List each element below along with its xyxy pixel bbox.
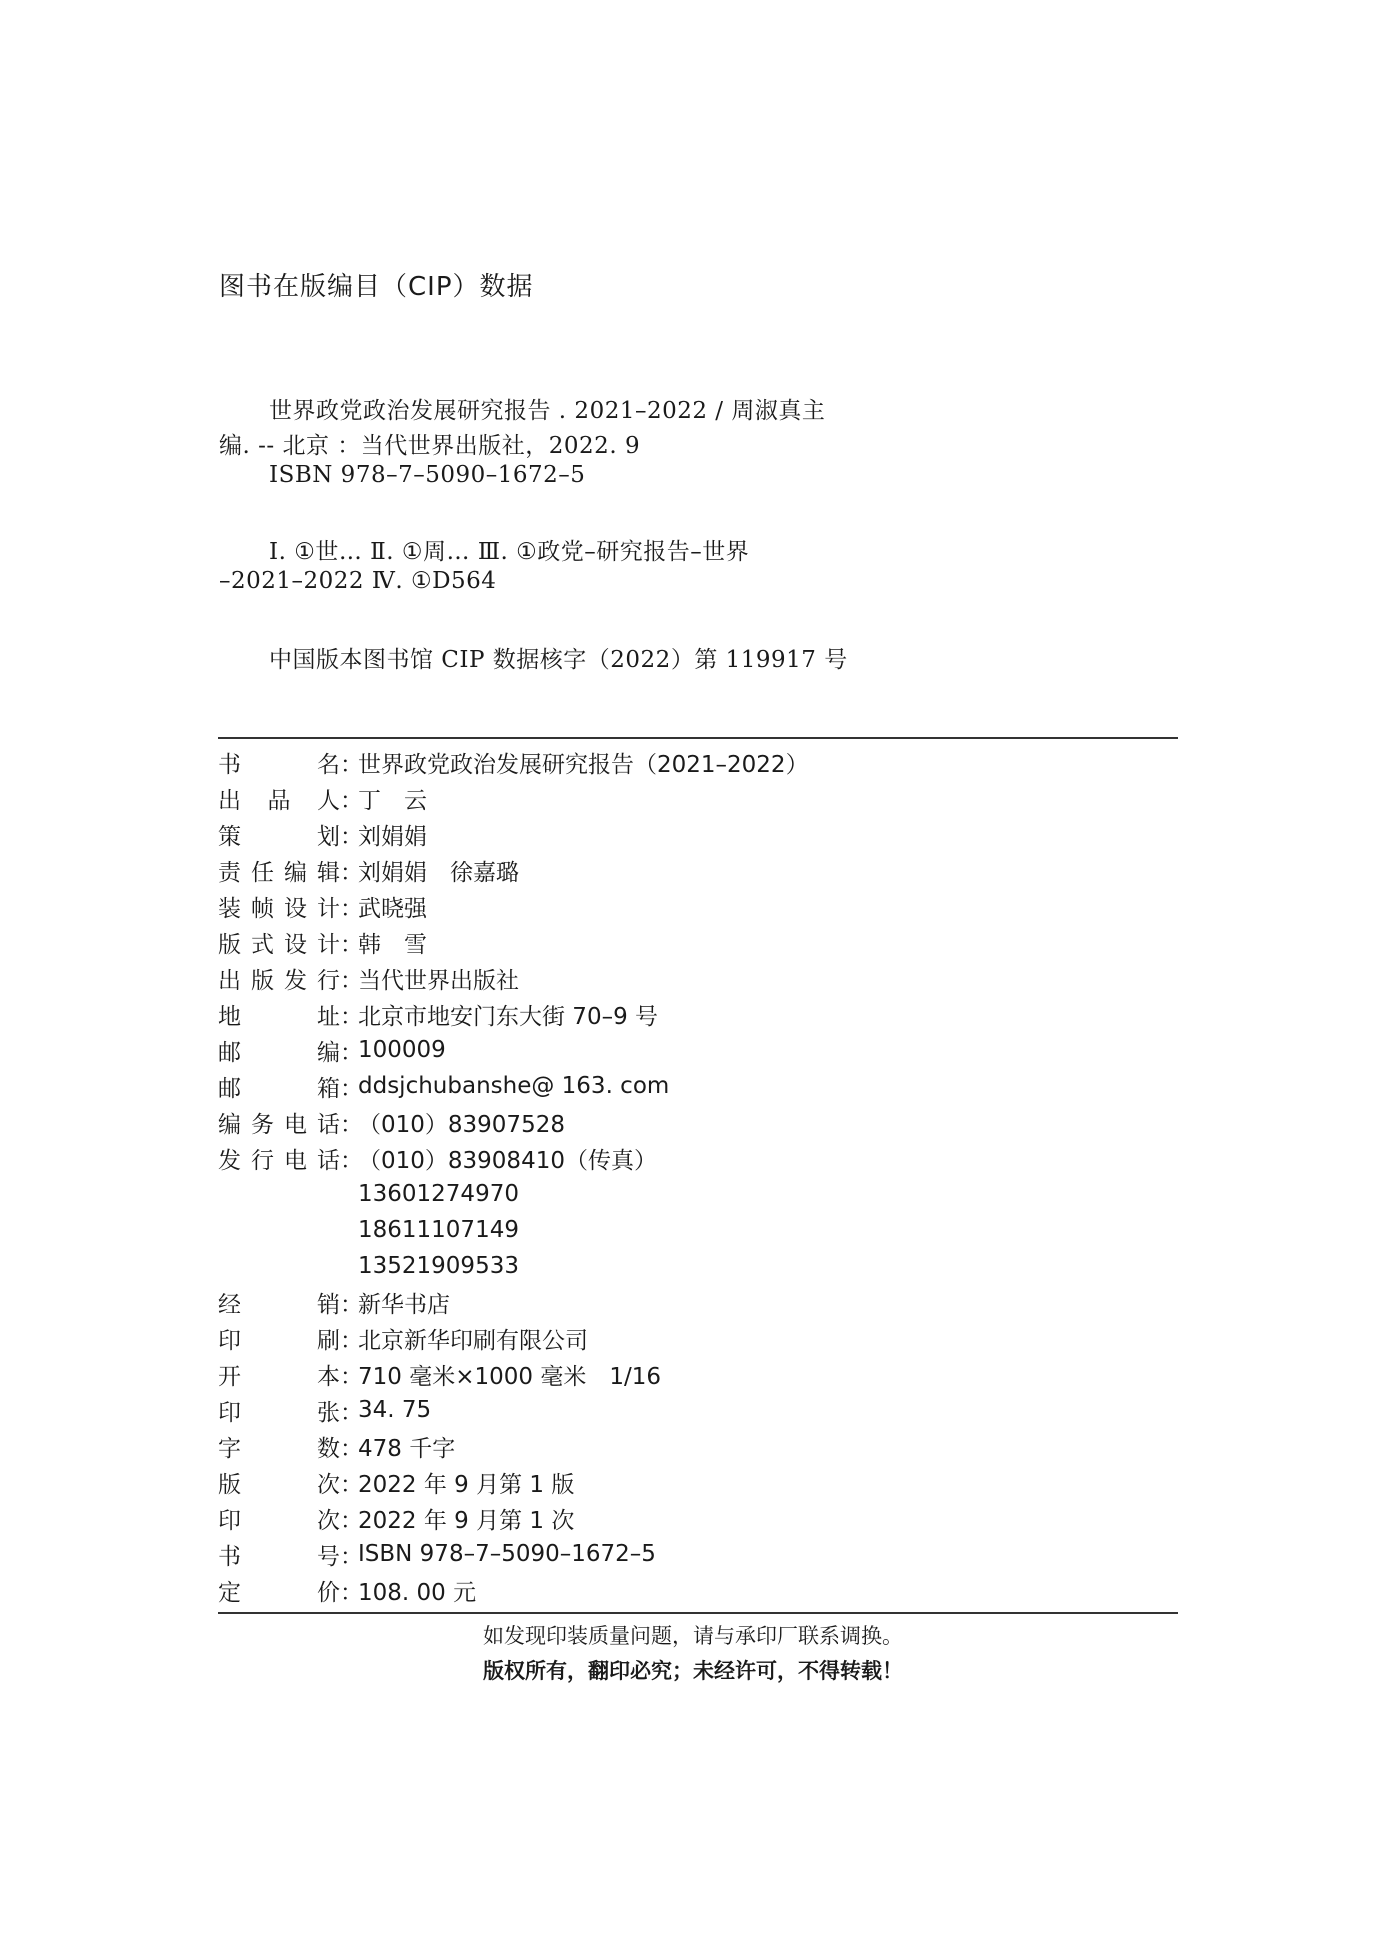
- detail-row: [218, 852, 1178, 888]
- detail-colon: ：: [340, 1363, 363, 1390]
- cip-isbn-line: ISBN 978–7–5090–1672–5: [269, 462, 586, 488]
- detail-label: 印 刷: [218, 1327, 340, 1354]
- detail-row: [218, 888, 1178, 924]
- detail-row: [218, 1464, 1178, 1500]
- detail-row: [218, 1104, 1178, 1140]
- detail-row: [218, 1572, 1178, 1608]
- cip-subject-line-2: –2021–2022 Ⅳ. ①D564: [219, 568, 497, 594]
- detail-value: 北京新华印刷有限公司: [358, 1327, 588, 1354]
- detail-value: 2022 年 9 月第 1 次: [358, 1507, 575, 1534]
- detail-value: 108. 00 元: [358, 1579, 477, 1606]
- detail-colon: ：: [340, 1435, 363, 1462]
- detail-value: 100009: [358, 1037, 446, 1063]
- detail-row: [218, 780, 1178, 816]
- detail-label: 地 址: [218, 1003, 340, 1030]
- detail-value: 北京市地安门东大街 70–9 号: [358, 1003, 659, 1030]
- detail-row: [218, 1212, 1178, 1248]
- detail-colon: ：: [340, 823, 363, 850]
- detail-label: 经 销: [218, 1291, 340, 1318]
- detail-colon: ：: [340, 751, 363, 778]
- detail-row: [218, 816, 1178, 852]
- detail-row: [218, 1500, 1178, 1536]
- cip-record-line-2: 编. -- 北京 ：当代世界出版社，2022. 9: [219, 433, 641, 459]
- detail-row: [218, 996, 1178, 1032]
- detail-value: 韩 雪: [358, 931, 427, 958]
- detail-value: 13521909533: [358, 1253, 519, 1279]
- detail-row: [218, 1032, 1178, 1068]
- detail-row: [218, 744, 1178, 780]
- detail-colon: ：: [340, 967, 363, 994]
- detail-colon: ：: [340, 1111, 363, 1138]
- detail-row: [218, 1068, 1178, 1104]
- detail-label: 开 本: [218, 1363, 340, 1390]
- detail-label: 印 次: [218, 1507, 340, 1534]
- publication-details: [218, 744, 1178, 1608]
- detail-label: 邮 箱: [218, 1075, 340, 1102]
- detail-value: （010）83907528: [358, 1111, 565, 1138]
- detail-label: 字 数: [218, 1435, 340, 1462]
- detail-label: 版 式 设 计: [218, 931, 340, 958]
- detail-colon: ：: [340, 931, 363, 958]
- detail-value: 18611107149: [358, 1217, 519, 1243]
- detail-value: ISBN 978–7–5090–1672–5: [358, 1541, 656, 1567]
- detail-colon: ：: [340, 1147, 363, 1174]
- detail-colon: ：: [340, 1507, 363, 1534]
- detail-row: [218, 1356, 1178, 1392]
- detail-colon: ：: [340, 1579, 363, 1606]
- detail-label: 发 行 电 话: [218, 1147, 340, 1174]
- detail-value: ddsjchubanshe@ 163. com: [358, 1073, 670, 1099]
- cip-number-line: 中国版本图书馆 CIP 数据核字（2022）第 119917 号: [269, 647, 848, 673]
- detail-label: 策 划: [218, 823, 340, 850]
- detail-row: [218, 960, 1178, 996]
- bottom-divider: [218, 1612, 1178, 1614]
- detail-row: [218, 1140, 1178, 1176]
- detail-colon: ：: [340, 1327, 363, 1354]
- detail-label: 责 任 编 辑: [218, 859, 340, 886]
- detail-value: 刘娟娟 徐嘉璐: [358, 859, 519, 886]
- detail-value: 丁 云: [358, 787, 427, 814]
- detail-value: （010）83908410（传真）: [358, 1147, 657, 1174]
- detail-label: 编 务 电 话: [218, 1111, 340, 1138]
- top-divider: [218, 737, 1178, 739]
- detail-label: 定 价: [218, 1579, 340, 1606]
- detail-label: 出 版 发 行: [218, 967, 340, 994]
- detail-colon: ：: [340, 1399, 363, 1426]
- detail-value: 当代世界出版社: [358, 967, 519, 994]
- detail-value: 刘娟娟: [358, 823, 427, 850]
- detail-row: [218, 1320, 1178, 1356]
- detail-colon: ：: [340, 1543, 363, 1570]
- detail-row: [218, 1248, 1178, 1284]
- detail-colon: ：: [340, 859, 363, 886]
- cip-heading: 图书在版编目（CIP）数据: [219, 272, 534, 302]
- cip-record-line-1: 世界政党政治发展研究报告 . 2021–2022 / 周淑真主: [269, 398, 826, 424]
- detail-value: 34. 75: [358, 1397, 432, 1423]
- detail-value: 710 毫米×1000 毫米 1/16: [358, 1363, 661, 1390]
- cip-subject-line-1: Ⅰ. ①世… Ⅱ. ①周… Ⅲ. ①政党–研究报告–世界: [269, 539, 750, 565]
- detail-colon: ：: [340, 1471, 363, 1498]
- detail-colon: ：: [340, 1039, 363, 1066]
- detail-label: 装 帧 设 计: [218, 895, 340, 922]
- detail-value: 13601274970: [358, 1181, 519, 1207]
- detail-label: 版 次: [218, 1471, 340, 1498]
- detail-label: 书 号: [218, 1543, 340, 1570]
- detail-value: 世界政党政治发展研究报告（2021–2022）: [358, 751, 809, 778]
- detail-colon: ：: [340, 787, 363, 814]
- detail-row: [218, 1392, 1178, 1428]
- detail-label: 书 名: [218, 751, 340, 778]
- detail-value: 478 千字: [358, 1435, 456, 1462]
- detail-label: 邮 编: [218, 1039, 340, 1066]
- detail-colon: ：: [340, 895, 363, 922]
- copyright-notice: 版权所有，翻印必究；未经许可，不得转载！: [483, 1659, 903, 1683]
- detail-value: 武晓强: [358, 895, 427, 922]
- detail-row: [218, 1176, 1178, 1212]
- detail-row: [218, 1284, 1178, 1320]
- detail-colon: ：: [340, 1003, 363, 1030]
- detail-row: [218, 1536, 1178, 1572]
- detail-colon: ：: [340, 1075, 363, 1102]
- detail-row: [218, 1428, 1178, 1464]
- detail-colon: ：: [340, 1291, 363, 1318]
- detail-value: 2022 年 9 月第 1 版: [358, 1471, 575, 1498]
- detail-row: [218, 924, 1178, 960]
- detail-label: 印 张: [218, 1399, 340, 1426]
- detail-label: 出 品 人: [218, 787, 340, 814]
- quality-notice: 如发现印装质量问题，请与承印厂联系调换。: [483, 1624, 903, 1648]
- detail-value: 新华书店: [358, 1291, 450, 1318]
